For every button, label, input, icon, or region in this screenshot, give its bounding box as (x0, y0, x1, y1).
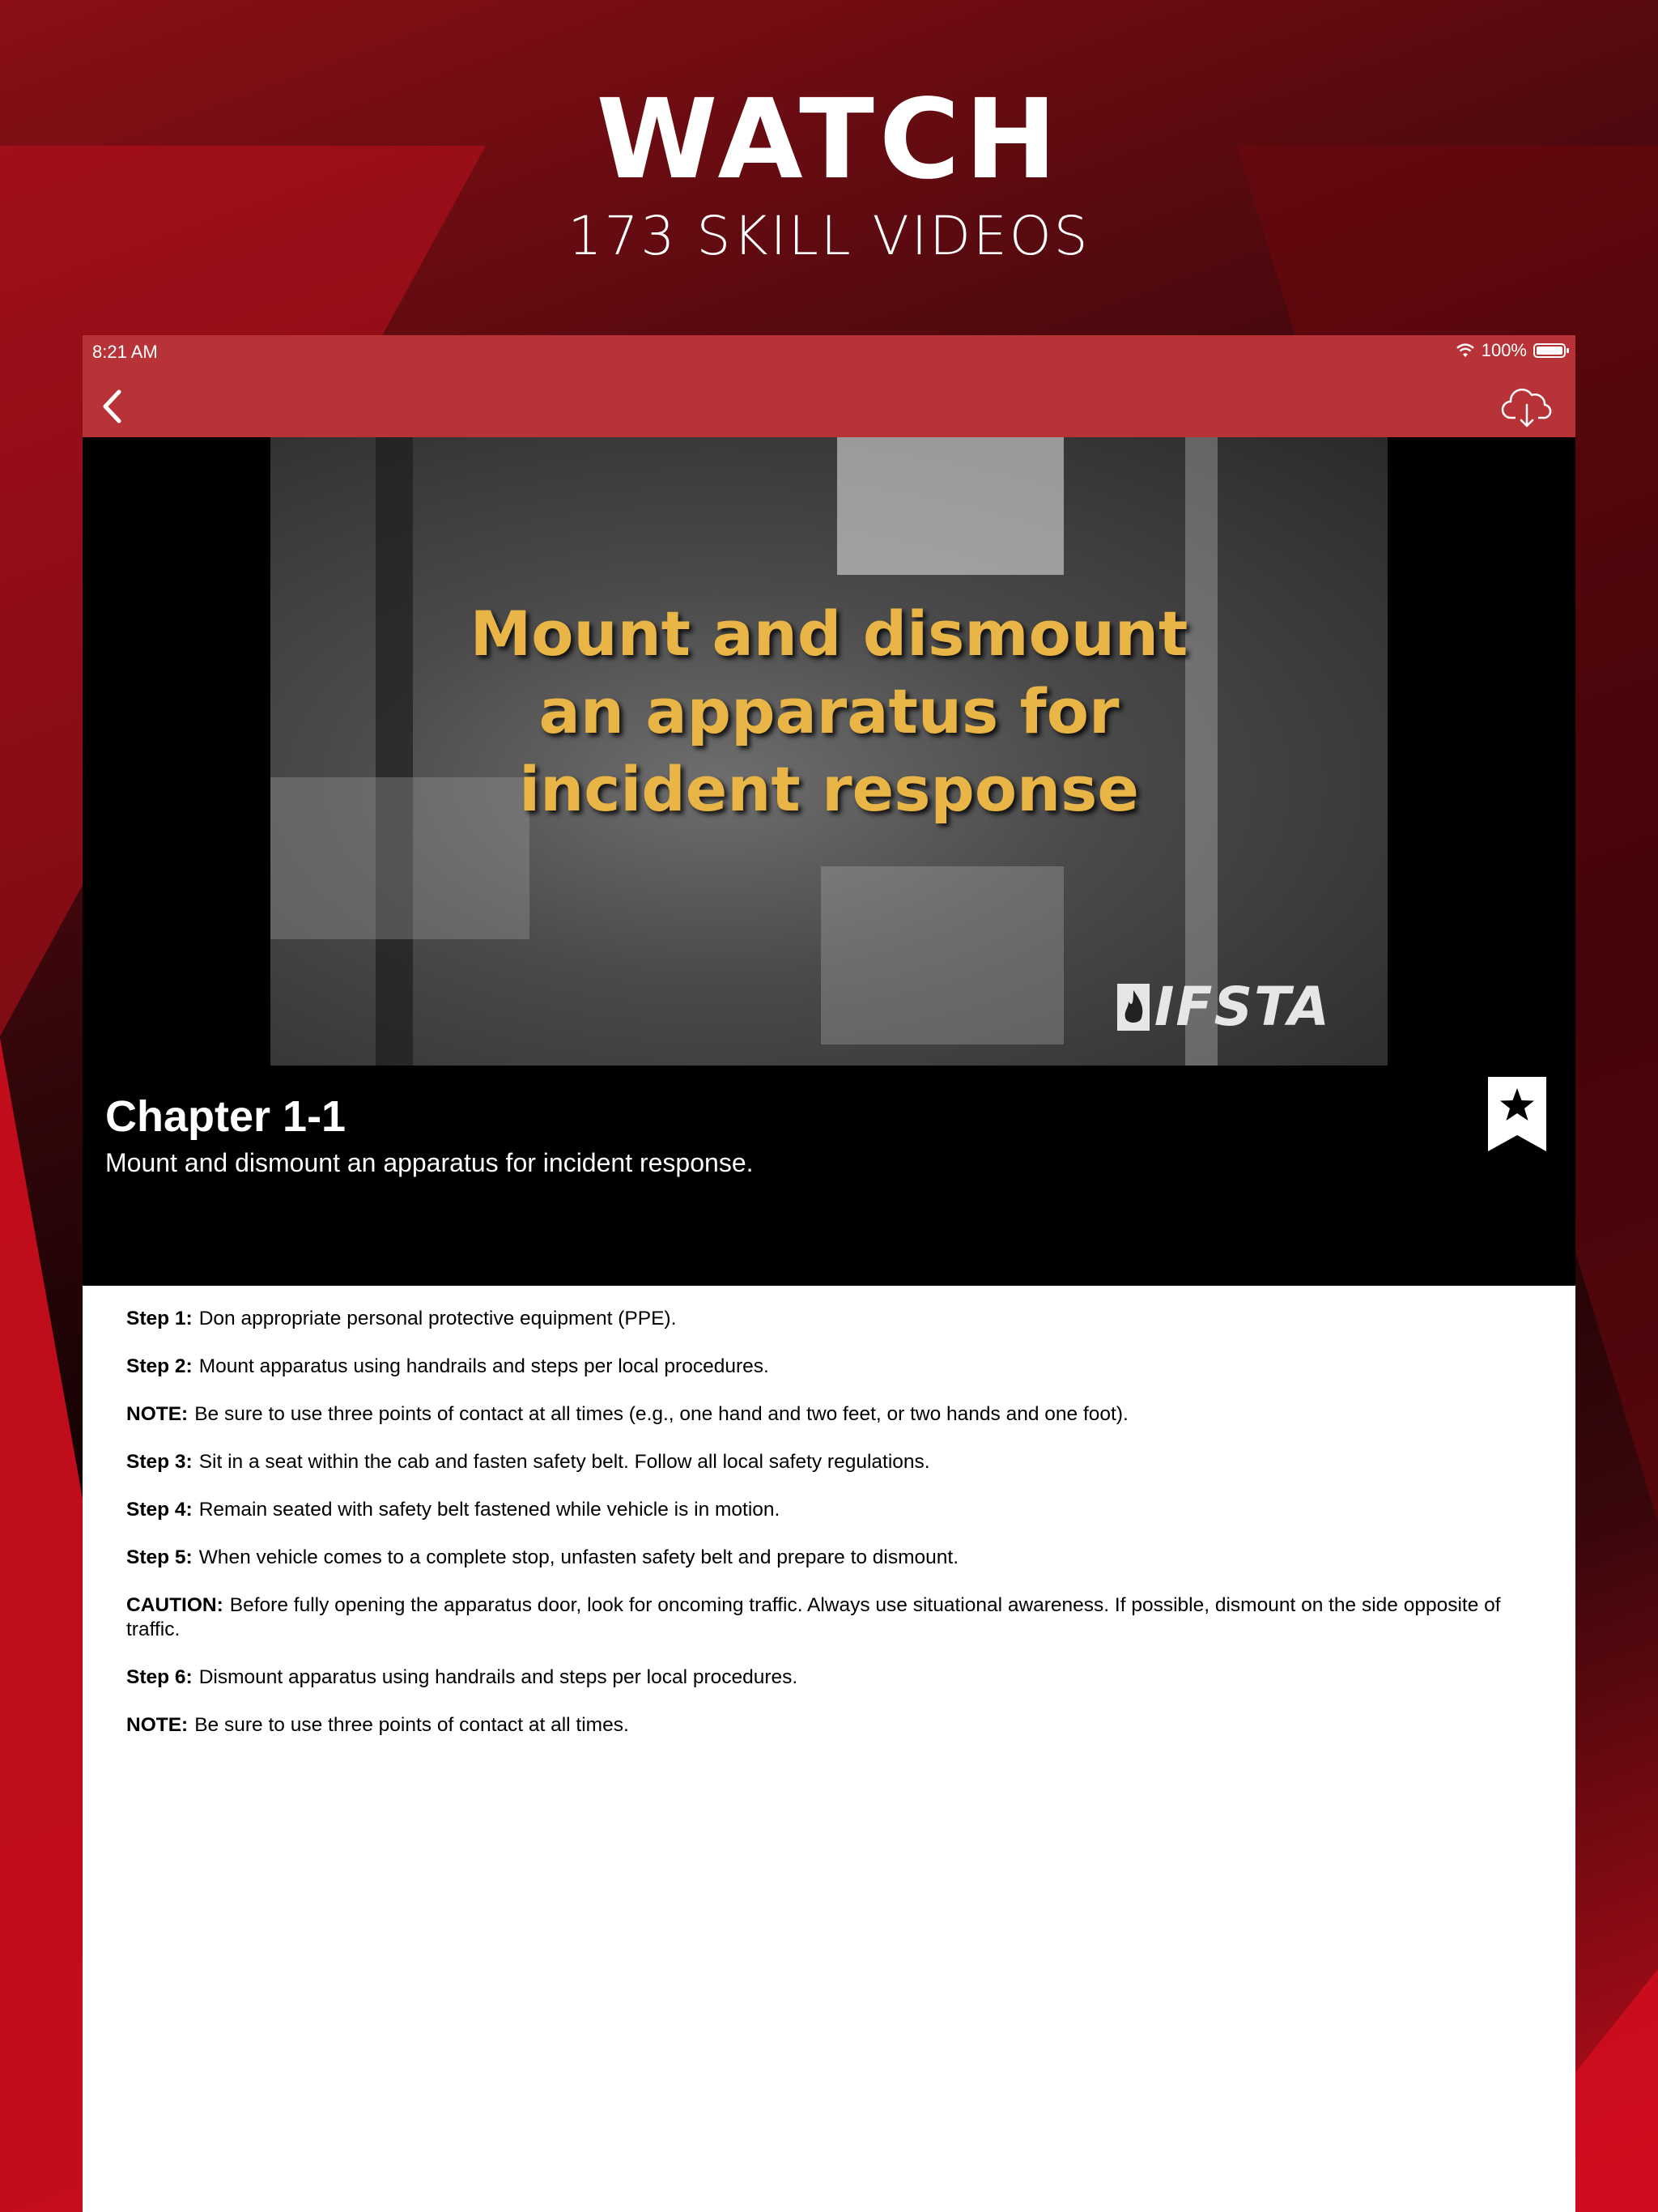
step-label: Step 2: (126, 1355, 193, 1377)
headline-title: WATCH (596, 76, 1062, 204)
video-title-line: an apparatus for (538, 675, 1120, 747)
note-item (126, 1713, 1532, 1738)
status-indicators (1456, 340, 1566, 361)
cloud-download-icon (1501, 382, 1553, 431)
video-background (821, 866, 1064, 1044)
step-text: When vehicle comes to a complete stop, unfasten safety belt and prepare to dismount. (198, 1546, 959, 1568)
step-text: Dismount apparatus using handrails and steps per local procedures. (198, 1666, 798, 1688)
wifi-icon (1456, 342, 1475, 359)
note-item (126, 1402, 1532, 1427)
step-text: Don appropriate personal protective equipment (PPE). (198, 1308, 677, 1329)
ifsta-logo (1117, 976, 1331, 1038)
device-screen (83, 335, 1575, 2212)
battery-icon (1533, 343, 1566, 358)
ifsta-logo-text: IFSTA (1154, 976, 1331, 1038)
step-item (126, 1498, 1532, 1522)
navigation-bar (83, 374, 1575, 437)
step-label: Step 4: (126, 1499, 193, 1521)
chevron-left-icon (101, 389, 122, 423)
step-label: Step 3: (126, 1451, 193, 1473)
bookmark-button[interactable] (1488, 1077, 1546, 1151)
note-label: NOTE: (126, 1403, 189, 1425)
note-label: NOTE: (126, 1714, 189, 1736)
steps-list (126, 1307, 1532, 1761)
bookmark-star-icon (1488, 1077, 1546, 1151)
battery-percent: 100% (1481, 340, 1527, 360)
step-label: Step 5: (126, 1546, 193, 1568)
chapter-title: Chapter 1-1 (105, 1092, 346, 1141)
video-background (837, 437, 1064, 575)
step-item (126, 1450, 1532, 1474)
note-text: Be sure to use three points of contact at all times. (194, 1714, 629, 1736)
video-player[interactable] (270, 437, 1388, 1066)
step-text: Remain seated with safety belt fastened while vehicle is in motion. (198, 1499, 780, 1521)
step-text: Sit in a seat within the cab and fasten safety belt. Follow all local safety regulations. (198, 1451, 930, 1473)
chapter-description: Mount and dismount an apparatus for incident response. (105, 1148, 754, 1177)
step-text: Mount apparatus using handrails and steps per local procedures. (198, 1355, 769, 1377)
status-bar (83, 335, 1575, 374)
caution-text: Before fully opening the apparatus door, look for oncoming traffic. Always use situational awareness. If possible, dismount on the side opposite of traffic. (126, 1594, 1501, 1640)
step-label: Step 1: (126, 1308, 193, 1329)
step-label: Step 6: (126, 1666, 193, 1688)
step-item (126, 1355, 1532, 1379)
flame-icon (1117, 984, 1150, 1031)
caution-item (126, 1593, 1532, 1642)
step-item (126, 1665, 1532, 1690)
status-time: 8:21 AM (92, 342, 158, 362)
promo-headline (0, 76, 1658, 267)
video-title (270, 595, 1388, 828)
download-button[interactable] (1501, 382, 1553, 431)
headline-subtitle: 173 SKILL VIDEOS (568, 205, 1090, 267)
back-button[interactable] (96, 389, 128, 424)
step-item (126, 1546, 1532, 1570)
video-title-line: incident response (519, 753, 1139, 825)
video-title-line: Mount and dismount (470, 598, 1188, 670)
note-text: Be sure to use three points of contact at all times (e.g., one hand and two feet, or two hands and one foot). (194, 1403, 1129, 1425)
video-section (83, 437, 1575, 1286)
caution-label: CAUTION: (126, 1594, 223, 1616)
step-item (126, 1307, 1532, 1331)
